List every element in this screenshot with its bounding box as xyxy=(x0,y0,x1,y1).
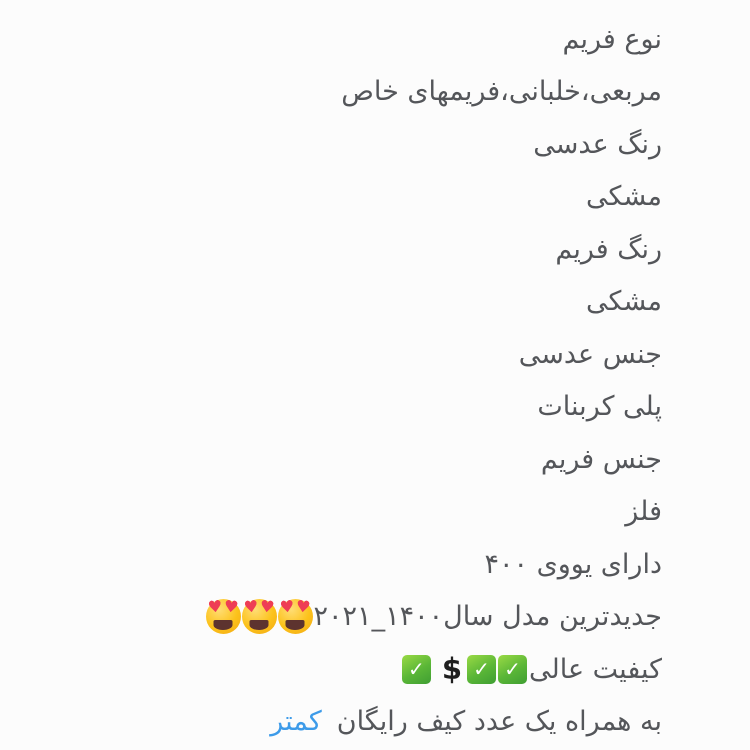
spec-line-lens-color-value xyxy=(16,171,662,224)
heart-eyes-emoji xyxy=(206,596,241,634)
spec-text: مشکی xyxy=(586,286,662,318)
heart-icon: ♥ xyxy=(278,596,295,617)
spec-line-frame-color-value xyxy=(16,276,662,329)
heart-eyes-emoji xyxy=(278,596,313,634)
heart-icon: ♥ xyxy=(223,596,240,617)
spec-line-lens-material xyxy=(16,328,662,381)
spec-text: جنس عدسی xyxy=(518,338,662,370)
spec-line-uv400 xyxy=(16,538,662,591)
dollar-sign: $ xyxy=(441,652,463,687)
spec-text: رنگ عدسی xyxy=(533,128,662,160)
spec-line-lens-color xyxy=(16,118,662,171)
check-mark-emoji: ✓ xyxy=(498,655,527,684)
spec-line-frame-type xyxy=(16,13,662,66)
heart-icon: ♥ xyxy=(206,596,223,617)
newest-model-line xyxy=(16,591,662,644)
heart-icon: ♥ xyxy=(295,596,312,617)
spec-text: فلز xyxy=(625,496,662,528)
heart-icon: ♥ xyxy=(259,596,276,617)
spec-text: پلی کربنات xyxy=(537,391,662,423)
free-case-line xyxy=(16,696,662,749)
newest-model-text: جدیدترین مدل سال۱۴۰۰_۲۰۲۱ xyxy=(313,601,662,633)
spec-line-frame-color xyxy=(16,223,662,276)
spec-line-frame-material xyxy=(16,433,662,486)
spec-text: نوع فریم xyxy=(562,23,662,55)
spec-text: مشکی xyxy=(586,181,662,213)
quality-line xyxy=(16,643,662,696)
free-case-text: به همراه یک عدد کیف رایگان xyxy=(336,706,662,738)
spec-text: مربعی،خلبانی،فریمهای خاص xyxy=(341,76,662,108)
spec-line-frame-type-value xyxy=(16,66,662,119)
heart-eyes-emoji xyxy=(242,596,277,634)
less-link[interactable]: کمتر xyxy=(270,706,322,738)
smile-mouth-shape xyxy=(250,620,269,630)
spec-text: رنگ فریم xyxy=(555,233,662,265)
spec-text: دارای یووی ۴۰۰ xyxy=(484,548,662,580)
heart-icon: ♥ xyxy=(242,596,259,617)
spec-text: جنس فریم xyxy=(540,443,662,475)
spec-line-frame-material-value xyxy=(16,486,662,539)
smile-mouth-shape xyxy=(286,620,305,630)
check-mark-emoji: ✓ xyxy=(402,655,431,684)
quality-text: کیفیت عالی xyxy=(529,653,662,685)
check-mark-emoji: ✓ xyxy=(467,655,496,684)
spec-line-lens-material-value xyxy=(16,381,662,434)
smile-mouth-shape xyxy=(214,620,233,630)
